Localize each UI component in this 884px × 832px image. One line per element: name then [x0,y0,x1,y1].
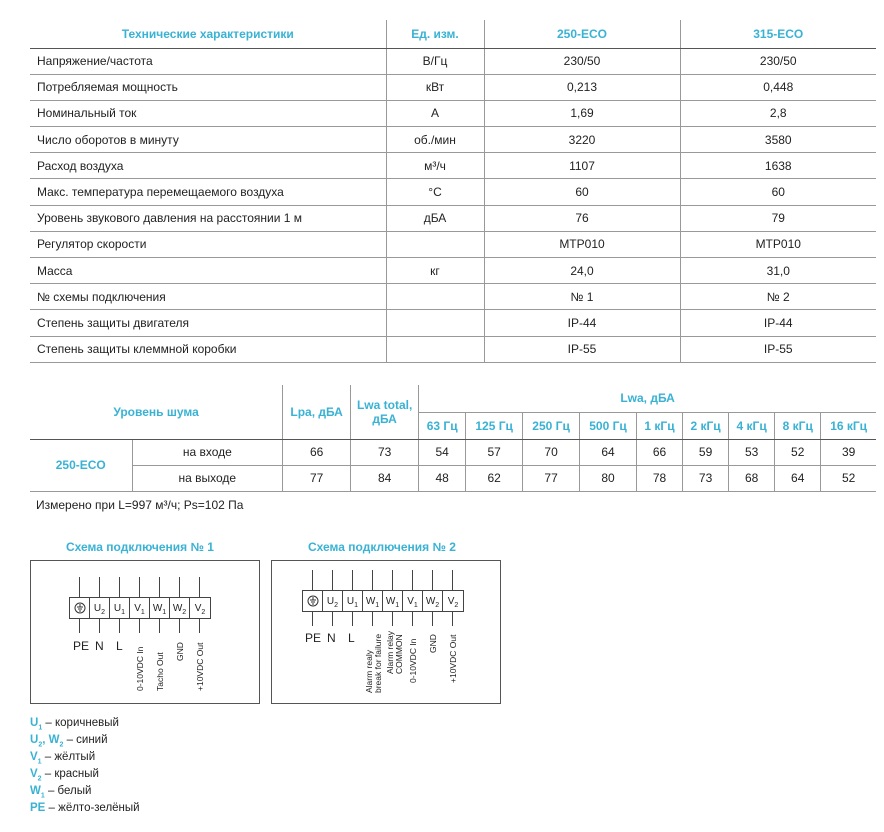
wire-line [432,612,433,626]
scheme1-diagram [30,560,260,704]
label-n: N [95,639,104,653]
noise-row-label: на выходе [132,465,283,491]
spec-row [30,179,876,205]
terminal-v1: V $_1$ [130,598,150,618]
terminal-block [69,597,211,619]
noise-header-row [30,385,876,412]
spec-row [30,127,876,153]
spec-cell: IP-44 [484,310,680,336]
spec-cell: 3220 [484,127,680,153]
label-0-10vdc-in: 0-10VDC In [408,638,418,683]
legend-code-letter: PE [30,802,46,814]
legend-item [30,734,108,748]
legend-code [30,802,45,814]
spec-header: 315-ECO [680,20,876,48]
lwa-value: 57 [466,439,523,465]
spec-cell: кВт [386,74,484,100]
measurement-note: Измерено при L=997 м³/ч; Ps=102 Па [36,498,244,512]
wire-line [392,570,393,590]
wire-line [352,570,353,590]
spec-cell [386,284,484,310]
terminal-v1: V $_1$ [403,591,423,611]
spec-row [30,100,876,126]
spec-cell: 31,0 [680,258,876,284]
wire-line [412,612,413,626]
wire-line [199,577,200,597]
spec-row [30,258,876,284]
terminal-w1b: W $_1$ [383,591,403,611]
label-pe: PE [305,631,322,645]
terminal-w2: W $_2$ [170,598,190,618]
spec-header: Технические характеристики [30,20,386,48]
label-pe: PE [73,639,90,653]
legend-code-sub: 1 [37,758,42,766]
spec-cell: кг [386,258,484,284]
terminal-u2: U $_2$ [323,591,343,611]
wire-line [452,570,453,590]
legend-text: – белый [44,785,92,797]
wire-line [432,570,433,590]
lwa-value: 68 [729,465,775,491]
wire-line [392,612,393,626]
lwa-value: 53 [729,439,775,465]
legend-code-sub: 2 [38,741,43,749]
spec-cell [386,310,484,336]
legend-code [30,717,43,732]
legend-text: – жёлтый [41,751,96,763]
wire-line [139,619,140,633]
label-10vdc-out: +10VDC Out [448,634,458,683]
wire-line [332,570,333,590]
terminal-w1: W $_1$ [150,598,170,618]
lpa-value: 77 [283,465,351,491]
terminal-u1: U $_1$ [343,591,363,611]
spec-table [30,20,876,363]
label-0-10vdc-in: 0-10VDC In [135,646,145,691]
spec-cell: А [386,100,484,126]
spec-cell: 0,448 [680,74,876,100]
legend-item [30,802,140,816]
lwa-value: 52 [821,465,876,491]
wire-line [159,619,160,633]
spec-cell: 1107 [484,153,680,179]
legend-code-sub: 1 [40,792,45,800]
spec-param: Напряжение/частота [30,48,386,74]
noise-row [30,439,876,465]
label-10vdc-out: +10VDC Out [195,642,205,691]
spec-cell: 24,0 [484,258,680,284]
spec-cell: 1638 [680,153,876,179]
spec-row [30,284,876,310]
legend-code-sub: 2 [59,741,64,749]
spec-row [30,336,876,362]
wire-line [199,619,200,633]
spec-row [30,153,876,179]
lwa-value: 48 [419,465,466,491]
legend-code: $U_2$, $W_2$ [30,734,64,749]
freq-header: 125 Гц [466,412,523,439]
terminal-block [302,590,464,612]
terminal-v2: V $_2$ [447,595,459,609]
spec-param: Регулятор скорости [30,231,386,257]
label-alarm-realy: Alarm realy [364,650,374,693]
legend-code-letter: V [30,768,38,780]
spec-param: Число оборотов в минуту [30,127,386,153]
terminal-w1: W $_1$ [363,591,383,611]
spec-cell: 3580 [680,127,876,153]
earth-icon [303,591,323,611]
lwa-value: 39 [821,439,876,465]
terminal-u1: U $_1$ [110,598,130,618]
lwa-value: 64 [580,439,637,465]
legend-code [30,785,45,800]
legend-code-letter: U [30,717,39,729]
wire-line [372,570,373,590]
label-common: COMMON [394,634,404,674]
noise-row [30,465,876,491]
lwa-value: 78 [636,465,682,491]
lpa-value: 66 [283,439,351,465]
spec-cell: об./мин [386,127,484,153]
spec-param: № схемы подключения [30,284,386,310]
spec-param: Степень защиты двигателя [30,310,386,336]
wire-line [372,612,373,626]
spec-row [30,205,876,231]
label-tacho-out: Tacho Out [155,652,165,691]
spec-param: Потребляемая мощность [30,74,386,100]
freq-header: 2 кГц [683,412,729,439]
legend-text: – красный [41,768,99,780]
wire-line [119,619,120,633]
lpa-header: Lpa, дБА [283,385,351,439]
spec-row [30,310,876,336]
spec-cell: °С [386,179,484,205]
lwa-header: Lwa, дБА [419,385,876,412]
wire-line [312,570,313,590]
lwa-total-header: Lwa total, дБА [351,385,419,439]
spec-cell: 1,69 [484,100,680,126]
lwa-value: 70 [523,439,580,465]
spec-cell: дБА [386,205,484,231]
label-n: N [327,631,336,645]
spec-cell: 2,8 [680,100,876,126]
spec-cell: МТР010 [680,231,876,257]
freq-header: 16 кГц [821,412,876,439]
noise-model: 250-ECO [30,439,132,491]
legend-code-sub: 1 [38,724,43,732]
lwa-value: 52 [775,439,821,465]
spec-param: Степень защиты клеммной коробки [30,336,386,362]
spec-cell [386,231,484,257]
spec-cell: IP-55 [484,336,680,362]
freq-header: 1 кГц [636,412,682,439]
spec-param: Уровень звукового давления на расстоянии 1 м [30,205,386,231]
spec-header: Ед. изм. [386,20,484,48]
label-gnd: GND [428,634,438,653]
spec-cell: 60 [484,179,680,205]
spec-cell: МТР010 [484,231,680,257]
wire-line [99,619,100,633]
legend-item [30,751,95,765]
noise-title: Уровень шума [30,385,283,439]
noise-row-label: на входе [132,439,283,465]
spec-header-row [30,20,876,48]
wire-line [412,570,413,590]
wire-line [179,619,180,633]
spec-cell [386,336,484,362]
legend-code [30,751,42,766]
spec-cell: 79 [680,205,876,231]
lwa-value: 80 [580,465,637,491]
spec-param: Масса [30,258,386,284]
scheme2-diagram [271,560,501,704]
spec-header: 250-ECO [484,20,680,48]
spec-row [30,74,876,100]
terminal-v2: V $_2$ [194,602,206,616]
spec-cell: м³/ч [386,153,484,179]
spec-cell: 0,213 [484,74,680,100]
legend-text: – жёлто-зелёный [45,802,140,814]
freq-header: 8 кГц [775,412,821,439]
legend-code-letter: W [30,785,41,797]
lwa-total-value: 73 [351,439,419,465]
spec-param: Макс. температура перемещаемого воздуха [30,179,386,205]
spec-cell: № 2 [680,284,876,310]
spec-cell: В/Гц [386,48,484,74]
legend-code-sub: 2 [37,775,42,783]
spec-cell: 230/50 [484,48,680,74]
wire-line [79,577,80,597]
label-l: L [348,631,355,645]
spec-row [30,48,876,74]
label-gnd: GND [175,642,185,661]
lwa-value: 62 [466,465,523,491]
spec-cell: 60 [680,179,876,205]
legend-code [30,768,42,783]
spec-cell: № 1 [484,284,680,310]
spec-row [30,231,876,257]
legend-text: – коричневый [42,717,119,729]
wire-line [179,577,180,597]
wire-line [119,577,120,597]
legend-item [30,717,119,731]
wire-line [312,612,313,626]
wire-line [352,612,353,626]
spec-cell: IP-55 [680,336,876,362]
spec-param: Номинальный ток [30,100,386,126]
lwa-value: 54 [419,439,466,465]
spec-param: Расход воздуха [30,153,386,179]
lwa-total-value: 84 [351,465,419,491]
wire-line [79,619,80,633]
spec-cell: 76 [484,205,680,231]
freq-header: 250 Гц [523,412,580,439]
noise-table [30,385,876,492]
wire-line [452,612,453,626]
wire-line [99,577,100,597]
earth-icon [70,598,90,618]
legend-code-letter: W [48,734,60,746]
legend-item [30,785,91,799]
freq-header: 4 кГц [729,412,775,439]
wire-line [139,577,140,597]
label-l: L [116,639,123,653]
terminal-u2: U $_2$ [90,598,110,618]
legend-code-letter: V [30,751,38,763]
freq-header: 500 Гц [580,412,637,439]
freq-header: 63 Гц [419,412,466,439]
lwa-value: 66 [636,439,682,465]
label-break-for-failure: break for failure [373,633,383,693]
spec-cell: IP-44 [680,310,876,336]
terminal-w2: W $_2$ [423,591,443,611]
lwa-value: 59 [683,439,729,465]
wire-line [159,577,160,597]
label-alarm-relay: Alarm relay [385,631,395,674]
legend-code-letter: U [30,734,39,746]
lwa-value: 64 [775,465,821,491]
lwa-value: 77 [523,465,580,491]
scheme1-title: Схема подключения № 1 [66,540,214,554]
wire-line [332,612,333,626]
spec-cell: 230/50 [680,48,876,74]
legend-text: – синий [63,734,108,746]
lwa-value: 73 [683,465,729,491]
legend-item [30,768,99,782]
scheme2-title: Схема подключения № 2 [308,540,456,554]
